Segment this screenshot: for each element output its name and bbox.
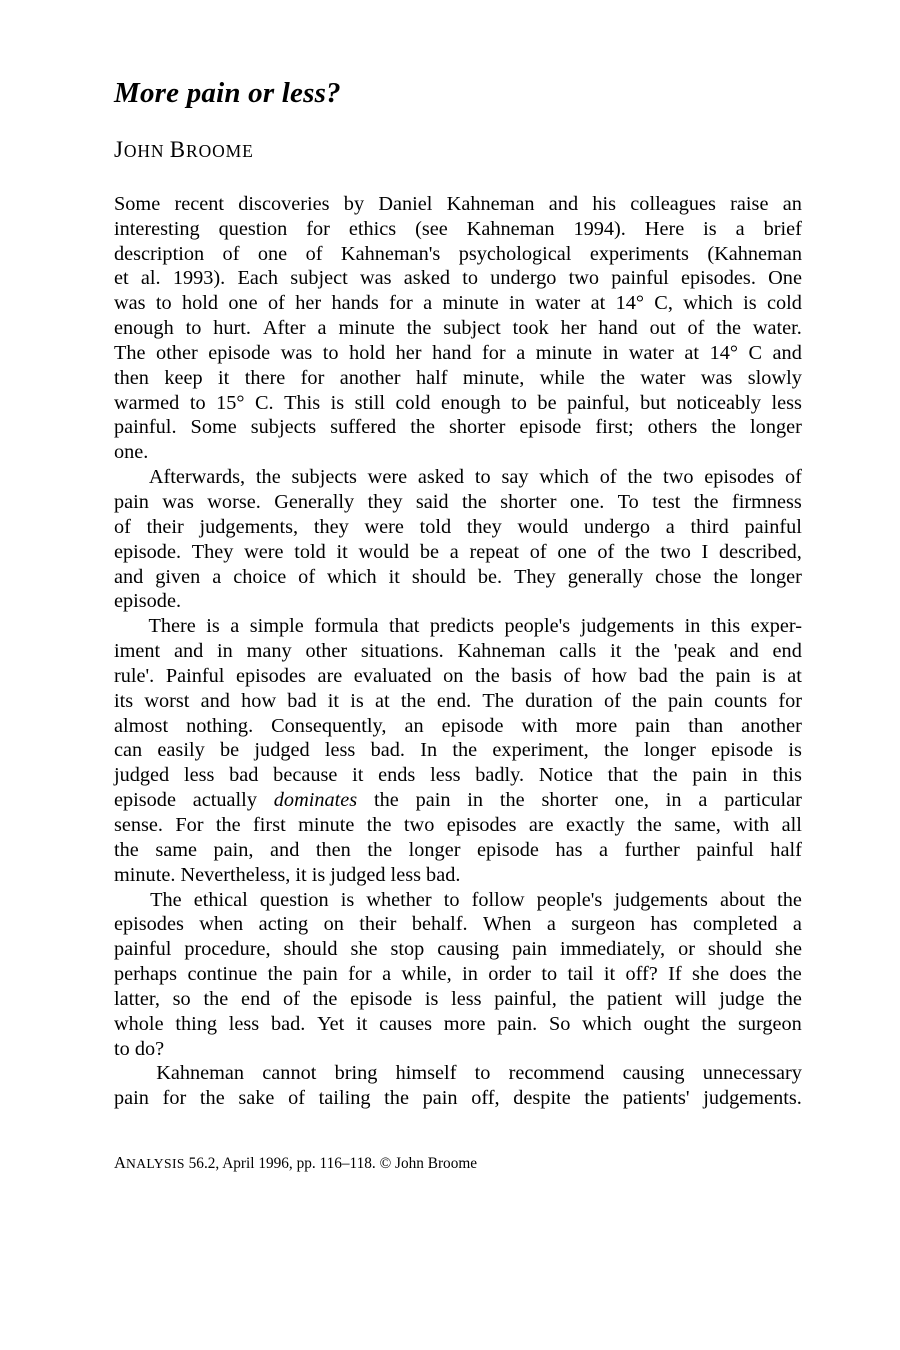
text-line: Some recent discoveries by Daniel Kahneman and his colleagues raise an: [114, 192, 802, 215]
text-line: warmed to 15° C. This is still cold enough to be painful, but noticeably less: [114, 391, 802, 414]
text-line: painful procedure, should she stop causing pain immediately, or should she: [114, 938, 802, 961]
text-line: pain was worse. Generally they said the shorter one. To test the firmness: [114, 491, 802, 514]
paragraph-5: [114, 1061, 802, 1111]
text-line: description of one of Kahneman's psychological experiments (Kahneman: [114, 242, 802, 265]
text-line: and given a choice of which it should be. They generally chose the longer: [114, 565, 802, 588]
text-line: Afterwards, the subjects were asked to say which of the two episodes of: [148, 466, 802, 489]
citation-details: 56.2, April 1996, pp. 116–118. © John Broome: [184, 1155, 478, 1172]
text-line: the same pain, and then the longer episode has a further painful half: [114, 838, 802, 861]
text-line: minute. Nevertheless, it is judged less bad.: [114, 863, 461, 886]
text-line: can easily be judged less bad. In the experiment, the longer episode is: [114, 739, 802, 762]
text-line: was to hold one of her hands for a minute in water at 14° C, which is cold: [114, 292, 802, 315]
paragraph-1: [114, 192, 802, 465]
text-line: one.: [114, 441, 149, 464]
author-first-initial: J: [114, 136, 124, 162]
author-first-rest: OHN: [123, 140, 165, 161]
text-line: to do?: [114, 1037, 165, 1060]
text-line: perhaps continue the pain for a while, in order to tail it off? If she does the: [114, 963, 802, 986]
text-line: whole thing less bad. Yet it causes more pain. So which ought the surgeon: [114, 1012, 802, 1035]
text-line: episodes when acting on their behalf. When a surgeon has completed a: [114, 913, 802, 936]
text-line: painful. Some subjects suffered the shorter episode first; others the longer: [114, 416, 802, 439]
text-line: episode. They were told it would be a repeat of one of the two I described,: [114, 540, 802, 563]
text-line: iment and in many other situations. Kahneman calls it the 'peak and end: [114, 640, 802, 663]
text-line: pain for the sake of tailing the pain off, despite the patients' judgements.: [114, 1087, 802, 1110]
text-line: Kahneman cannot bring himself to recommend causing unnecessary: [156, 1062, 802, 1085]
text-line: episode.: [114, 590, 182, 613]
text-line: sense. For the first minute the two episodes are exactly the same, with all: [114, 813, 802, 836]
text-line: rule'. Painful episodes are evaluated on the basis of how bad the pain is at: [114, 664, 802, 687]
text-line: episode actually dominates the pain in the shorter one, in a particular: [114, 789, 802, 812]
text-line: enough to hurt. After a minute the subject took her hand out of the water.: [114, 317, 802, 340]
text-line: then keep it there for another half minute, while the water was slowly: [114, 366, 802, 389]
text-line: The ethical question is whether to follow people's judgements about the: [150, 888, 802, 911]
text-line: almost nothing. Consequently, an episode with more pain than another: [114, 714, 802, 737]
text-line: latter, so the end of the episode is less painful, the patient will judge the: [114, 987, 802, 1010]
text-line: The other episode was to hold her hand for a minute in water at 14° C and: [114, 341, 802, 364]
text-line: There is a simple formula that predicts people's judgements in this exper-: [148, 615, 802, 638]
author-last-initial: B: [169, 136, 187, 162]
page-title: More pain or less?: [114, 77, 341, 109]
paragraph-4: [114, 888, 802, 1062]
author-last-rest: ROOME: [186, 140, 254, 161]
paragraph-3: [114, 614, 802, 887]
article-content: [114, 0, 802, 1111]
text-line: judged less bad because it ends less badly. Notice that the pain in this: [114, 764, 802, 787]
text-line: of their judgements, they were told they would undergo a third painful: [114, 515, 802, 538]
paragraph-2: [114, 465, 802, 614]
text-line: interesting question for ethics (see Kahneman 1994). Here is a brief: [114, 217, 802, 240]
journal-name-initial: A: [114, 1153, 126, 1172]
body-text: [114, 163, 802, 1111]
footer-citation: [114, 1152, 802, 1174]
text-line: et al. 1993). Each subject was asked to undergo two painful episodes. One: [114, 267, 802, 290]
text-line: its worst and how bad it is at the end. The duration of the pain counts for: [114, 689, 802, 712]
journal-name-rest: NALYSIS: [125, 1156, 185, 1171]
author-byline: [114, 110, 802, 163]
